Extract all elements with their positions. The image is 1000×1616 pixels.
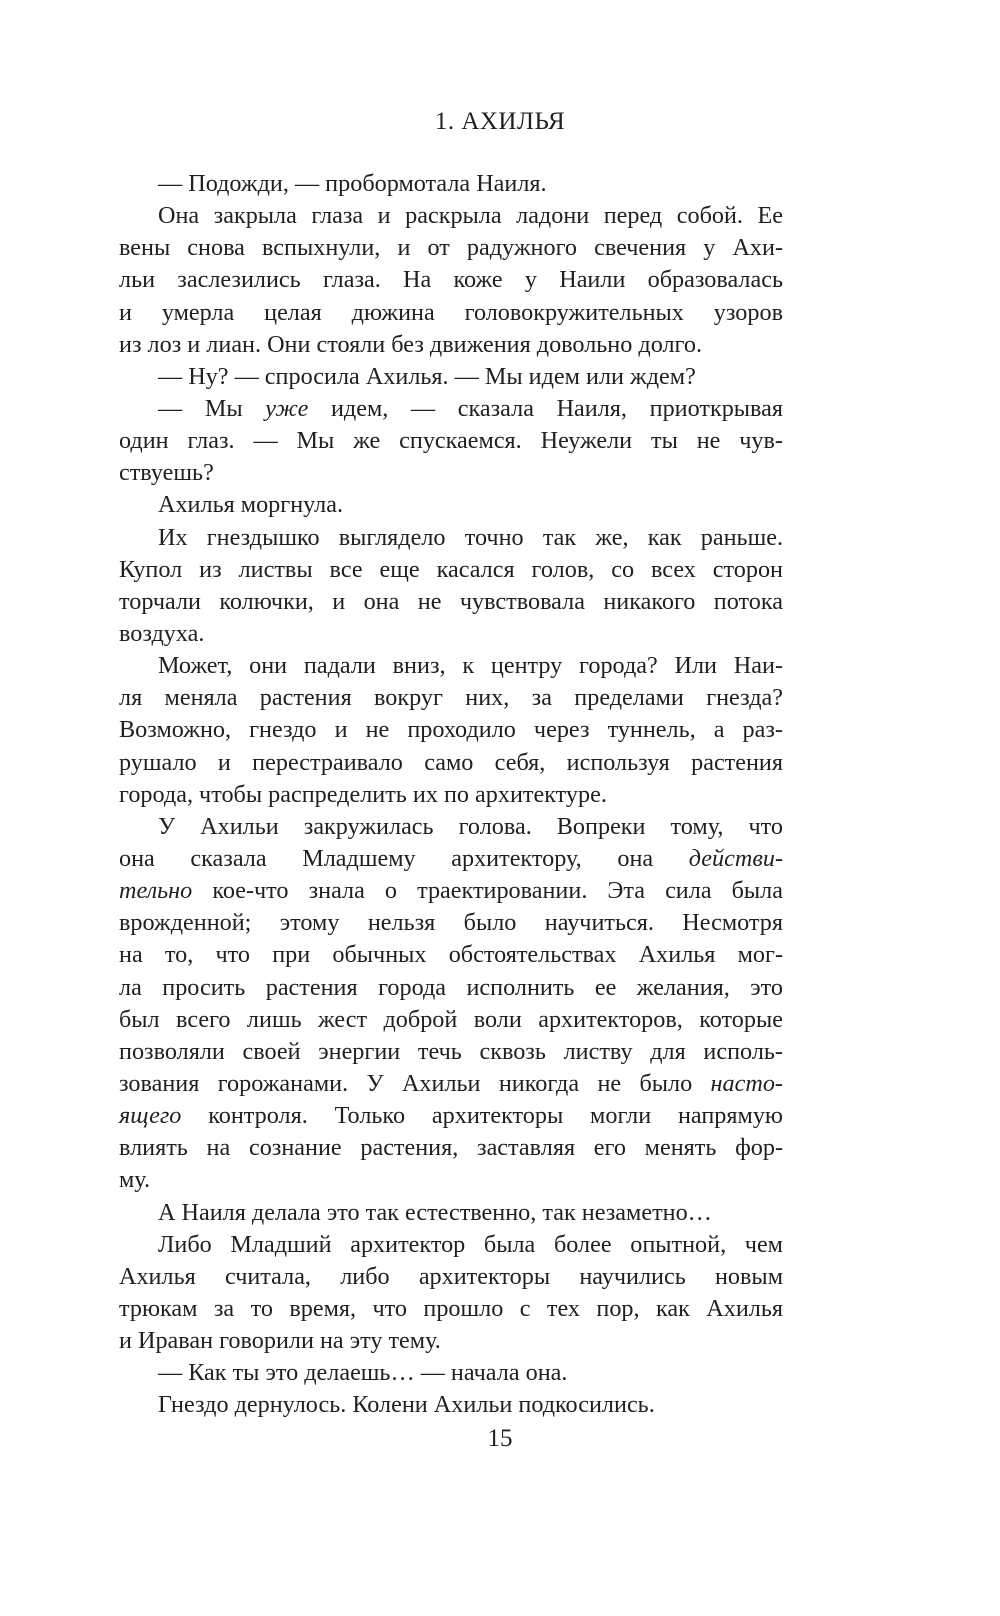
text-span: — Мы <box>158 394 266 422</box>
text-span: зования горожанами. У Ахильи никогда не было <box>119 1069 711 1097</box>
text-span: она сказала Младшему архитектору, она <box>119 844 689 872</box>
text-line <box>119 586 783 618</box>
text-line <box>119 747 783 779</box>
text-span: из лоз и лиан. Они стояли без движения довольно долго. <box>119 330 703 358</box>
text-line <box>119 779 783 811</box>
text-span: позволяли своей энергии течь сквозь листву для исполь- <box>119 1037 783 1065</box>
text-line <box>119 329 783 361</box>
text-span: Ахилья моргнула. <box>158 491 344 519</box>
text-span: воздуха. <box>119 619 205 647</box>
text-line <box>119 1164 783 1196</box>
text-span: — Как ты это делаешь… — начала она. <box>158 1359 568 1387</box>
text-line <box>119 522 783 554</box>
text-line <box>119 1197 783 1229</box>
text-span: Ахилья считала, либо архитекторы научились новым <box>119 1262 783 1290</box>
text-span: льи заслезились глаза. На коже у Наили образовалась <box>119 266 783 294</box>
italic-text: тельно <box>119 877 193 905</box>
text-span: вены снова вспыхнули, и от радужного свечения у Ахи- <box>119 234 783 262</box>
body-text <box>119 168 783 1421</box>
text-line <box>119 1004 783 1036</box>
text-line <box>119 457 783 489</box>
text-line <box>119 650 783 682</box>
text-span: кое-что знала о траектировании. Эта сила была <box>192 877 783 905</box>
page-number: 15 <box>487 1425 513 1452</box>
text-line <box>119 489 783 521</box>
text-span: Гнездо дернулось. Колени Ахильи подкосились. <box>158 1391 655 1419</box>
text-span: был всего лишь жест доброй воли архитекторов, которые <box>119 1005 783 1033</box>
text-span: влиять на сознание растения, заставляя его менять фор- <box>119 1134 783 1162</box>
italic-text: насто- <box>710 1069 783 1097</box>
text-line <box>119 843 783 875</box>
text-span: ля меняла растения вокруг них, за пределами гнезда? <box>119 684 783 712</box>
text-span: — Подожди, — пробормотала Наиля. <box>158 170 547 197</box>
text-line <box>119 618 783 650</box>
italic-text: ящего <box>119 1102 182 1130</box>
text-span: Возможно, гнездо и не проходило через туннель, а раз- <box>119 716 783 744</box>
text-span: города, чтобы распределить их по архитектуре. <box>119 780 607 808</box>
text-line <box>119 1229 783 1261</box>
text-span: врожденной; этому нельзя было научиться. Несмотря <box>119 909 783 937</box>
text-span: ла просить растения города исполнить ее желания, это <box>119 973 783 1001</box>
text-span: Либо Младший архитектор была более опытной, чем <box>158 1230 783 1258</box>
text-line <box>119 1293 783 1325</box>
text-line <box>119 972 783 1004</box>
text-line <box>119 393 783 425</box>
text-span: У Ахильи закружилась голова. Вопреки тому, что <box>158 812 783 840</box>
text-span: и Ираван говорили на эту тему. <box>119 1327 441 1355</box>
text-line <box>119 1036 783 1068</box>
text-line <box>119 907 783 939</box>
text-span: Может, они падали вниз, к центру города? Или Наи- <box>158 652 783 680</box>
text-span: — Ну? — спросила Ахилья. — Мы идем или ждем? <box>158 362 696 390</box>
italic-text: уже <box>265 394 309 422</box>
text-span: А Наиля делала это так естественно, так незаметно… <box>158 1198 712 1226</box>
italic-text: действи- <box>688 844 783 872</box>
text-line <box>119 811 783 843</box>
text-span: контроля. Только архитекторы могли напрямую <box>181 1102 783 1130</box>
text-line <box>119 1100 783 1132</box>
text-span: и умерла целая дюжина головокружительных узоров <box>119 298 783 326</box>
text-line <box>119 939 783 971</box>
text-line <box>119 1261 783 1293</box>
text-line <box>119 714 783 746</box>
text-span: один глаз. — Мы же спускаемся. Неужели ты не чув- <box>119 427 783 455</box>
text-span: идем, — сказала Наиля, приоткрывая <box>308 394 784 422</box>
chapter-title: 1. АХИЛЬЯ <box>434 108 566 135</box>
text-line <box>119 1325 783 1357</box>
text-span: му. <box>119 1166 151 1194</box>
text-span: Она закрыла глаза и раскрыла ладони перед собой. Ее <box>158 202 783 230</box>
text-span: Их гнездышко выглядело точно так же, как раньше. <box>158 523 783 551</box>
text-line <box>119 1068 783 1100</box>
text-line <box>119 264 783 296</box>
text-line <box>119 682 783 714</box>
text-line <box>119 554 783 586</box>
text-line <box>119 425 783 457</box>
text-line <box>119 875 783 907</box>
text-line <box>119 200 783 232</box>
text-line <box>119 168 783 200</box>
text-line <box>119 361 783 393</box>
text-line <box>119 297 783 329</box>
text-span: трюкам за то время, что прошло с тех пор, как Ахилья <box>119 1294 783 1322</box>
text-span: ствуешь? <box>119 459 214 487</box>
text-span: рушало и перестраивало само себя, используя растения <box>119 748 783 776</box>
text-span: Купол из листвы все еще касался голов, со всех сторон <box>119 555 783 583</box>
text-line <box>119 1357 783 1389</box>
text-span: торчали колючки, и она не чувствовала никакого потока <box>119 587 783 615</box>
text-line <box>119 232 783 264</box>
text-line <box>119 1132 783 1164</box>
text-line <box>119 1389 783 1421</box>
text-span: на то, что при обычных обстоятельствах Ахилья мог- <box>119 941 783 969</box>
